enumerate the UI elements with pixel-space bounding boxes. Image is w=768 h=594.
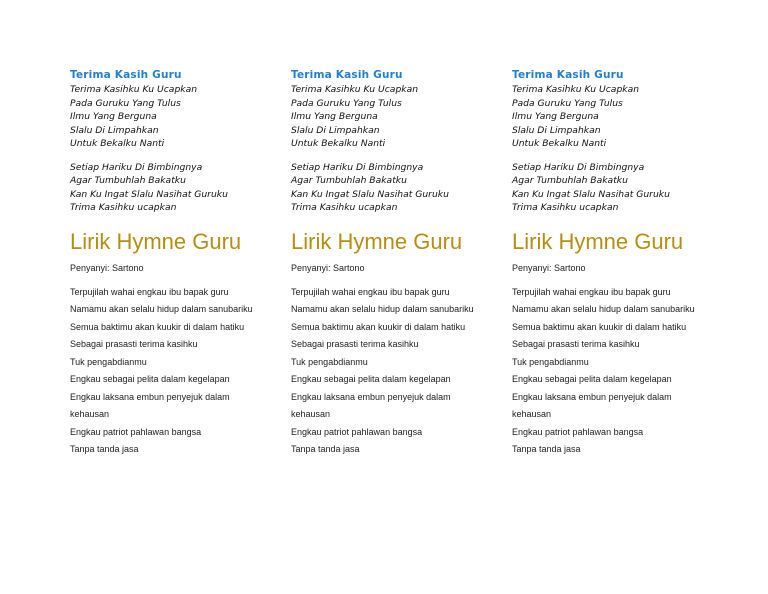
lyric-line: Tanpa tanda jasa <box>291 444 360 454</box>
lyric-line: Terpujilah wahai engkau ibu bapak guru <box>291 286 450 297</box>
lyric-line: kehausan <box>70 409 110 419</box>
verse-line: Pada Guruku Yang Tulus <box>291 97 402 109</box>
lyric-line: Engkau laksana embun penyejuk dalam <box>512 391 672 402</box>
lyric-line: Engkau sebagai pelita dalam kegelapan <box>512 374 672 384</box>
lyric-line: Sebagai prasasti terima kasihku <box>291 339 419 349</box>
lyric-line: Engkau sebagai pelita dalam kegelapan <box>70 374 230 384</box>
lyric-line: Engkau patriot pahlawan bangsa <box>512 426 644 437</box>
lyrics-column-1 <box>70 68 285 459</box>
hymn-heading: Lirik Hymne Guru <box>70 228 242 254</box>
verse-line: Slalu Di Limpahkan <box>70 124 159 136</box>
song-title: Terima Kasih Guru <box>291 69 403 81</box>
verse-line: Kan Ku Ingat Slalu Nasihat Guruku <box>512 188 670 200</box>
singer-credit: Penyanyi: Sartono <box>512 262 586 273</box>
verse-line: Pada Guruku Yang Tulus <box>512 97 623 109</box>
verse-2 <box>512 161 727 215</box>
lyric-line: Sebagai prasasti terima kasihku <box>70 339 198 349</box>
verse-line: Ilmu Yang Berguna <box>512 111 599 122</box>
lyric-line: Semua baktimu akan kuukir di dalam hatiku <box>512 321 687 332</box>
lyric-line: Engkau patriot pahlawan bangsa <box>291 426 423 437</box>
verse-line: Ilmu Yang Berguna <box>291 111 378 122</box>
verse-line: Trima Kasihku ucapkan <box>70 202 177 213</box>
verse-1 <box>70 83 285 151</box>
lyric-line: Terpujilah wahai engkau ibu bapak guru <box>70 286 229 297</box>
verse-2 <box>291 161 506 215</box>
verse-line: Terima Kasihku Ku Ucapkan <box>291 84 419 95</box>
verse-line: Untuk Bekalku Nanti <box>512 138 607 149</box>
verse-line: Agar Tumbuhlah Bakatku <box>70 175 186 186</box>
verse-1 <box>291 83 506 151</box>
lyric-line: kehausan <box>512 409 552 419</box>
lyric-line: Tuk pengabdianmu <box>291 356 368 367</box>
verse-line: Agar Tumbuhlah Bakatku <box>512 175 628 186</box>
lyric-line: Tanpa tanda jasa <box>70 444 139 454</box>
lyric-line: Engkau patriot pahlawan bangsa <box>70 426 202 437</box>
song-title: Terima Kasih Guru <box>512 69 624 81</box>
lyric-line: Engkau laksana embun penyejuk dalam <box>70 391 230 402</box>
lyric-line: Sebagai prasasti terima kasihku <box>512 339 640 349</box>
verse-line: Trima Kasihku ucapkan <box>291 202 398 213</box>
lyric-line: Tuk pengabdianmu <box>70 356 147 367</box>
verse-line: Setiap Hariku Di Bimbingnya <box>70 161 203 173</box>
lyric-line: Namamu akan selalu hidup dalam sanubariku <box>291 304 474 314</box>
verse-line: Terima Kasihku Ku Ucapkan <box>70 84 198 95</box>
singer-credit: Penyanyi: Sartono <box>70 262 144 273</box>
verse-line: Setiap Hariku Di Bimbingnya <box>291 161 424 173</box>
verse-1 <box>512 83 727 151</box>
lyric-line: kehausan <box>291 409 331 419</box>
lyric-line: Tuk pengabdianmu <box>512 356 589 367</box>
verse-line: Agar Tumbuhlah Bakatku <box>291 175 407 186</box>
hymn-lyrics <box>512 284 727 459</box>
verse-line: Terima Kasihku Ku Ucapkan <box>512 84 640 95</box>
lyric-line: Tanpa tanda jasa <box>512 444 581 454</box>
verse-line: Kan Ku Ingat Slalu Nasihat Guruku <box>291 188 449 200</box>
hymn-lyrics <box>70 284 285 459</box>
lyric-line: Semua baktimu akan kuukir di dalam hatiku <box>70 321 245 332</box>
song-title: Terima Kasih Guru <box>70 69 182 81</box>
lyric-line: Engkau sebagai pelita dalam kegelapan <box>291 374 451 384</box>
lyric-line: Namamu akan selalu hidup dalam sanubariku <box>70 304 253 314</box>
verse-line: Slalu Di Limpahkan <box>512 124 601 136</box>
verse-line: Ilmu Yang Berguna <box>70 111 157 122</box>
verse-line: Slalu Di Limpahkan <box>291 124 380 136</box>
lyric-line: Terpujilah wahai engkau ibu bapak guru <box>512 286 671 297</box>
lyric-line: Semua baktimu akan kuukir di dalam hatiku <box>291 321 466 332</box>
singer-credit: Penyanyi: Sartono <box>291 262 365 273</box>
verse-line: Trima Kasihku ucapkan <box>512 202 619 213</box>
hymn-heading: Lirik Hymne Guru <box>291 228 463 254</box>
lyrics-column-2 <box>291 68 506 459</box>
verse-line: Untuk Bekalku Nanti <box>70 138 165 149</box>
lyric-line: Namamu akan selalu hidup dalam sanubariku <box>512 304 695 314</box>
verse-line: Kan Ku Ingat Slalu Nasihat Guruku <box>70 188 228 200</box>
verse-line: Pada Guruku Yang Tulus <box>70 97 181 109</box>
hymn-lyrics <box>291 284 506 459</box>
lyric-line: Engkau laksana embun penyejuk dalam <box>291 391 451 402</box>
verse-2 <box>70 161 285 215</box>
lyrics-column-3 <box>512 68 727 459</box>
verse-line: Setiap Hariku Di Bimbingnya <box>512 161 645 173</box>
hymn-heading: Lirik Hymne Guru <box>512 228 684 254</box>
verse-line: Untuk Bekalku Nanti <box>291 138 386 149</box>
